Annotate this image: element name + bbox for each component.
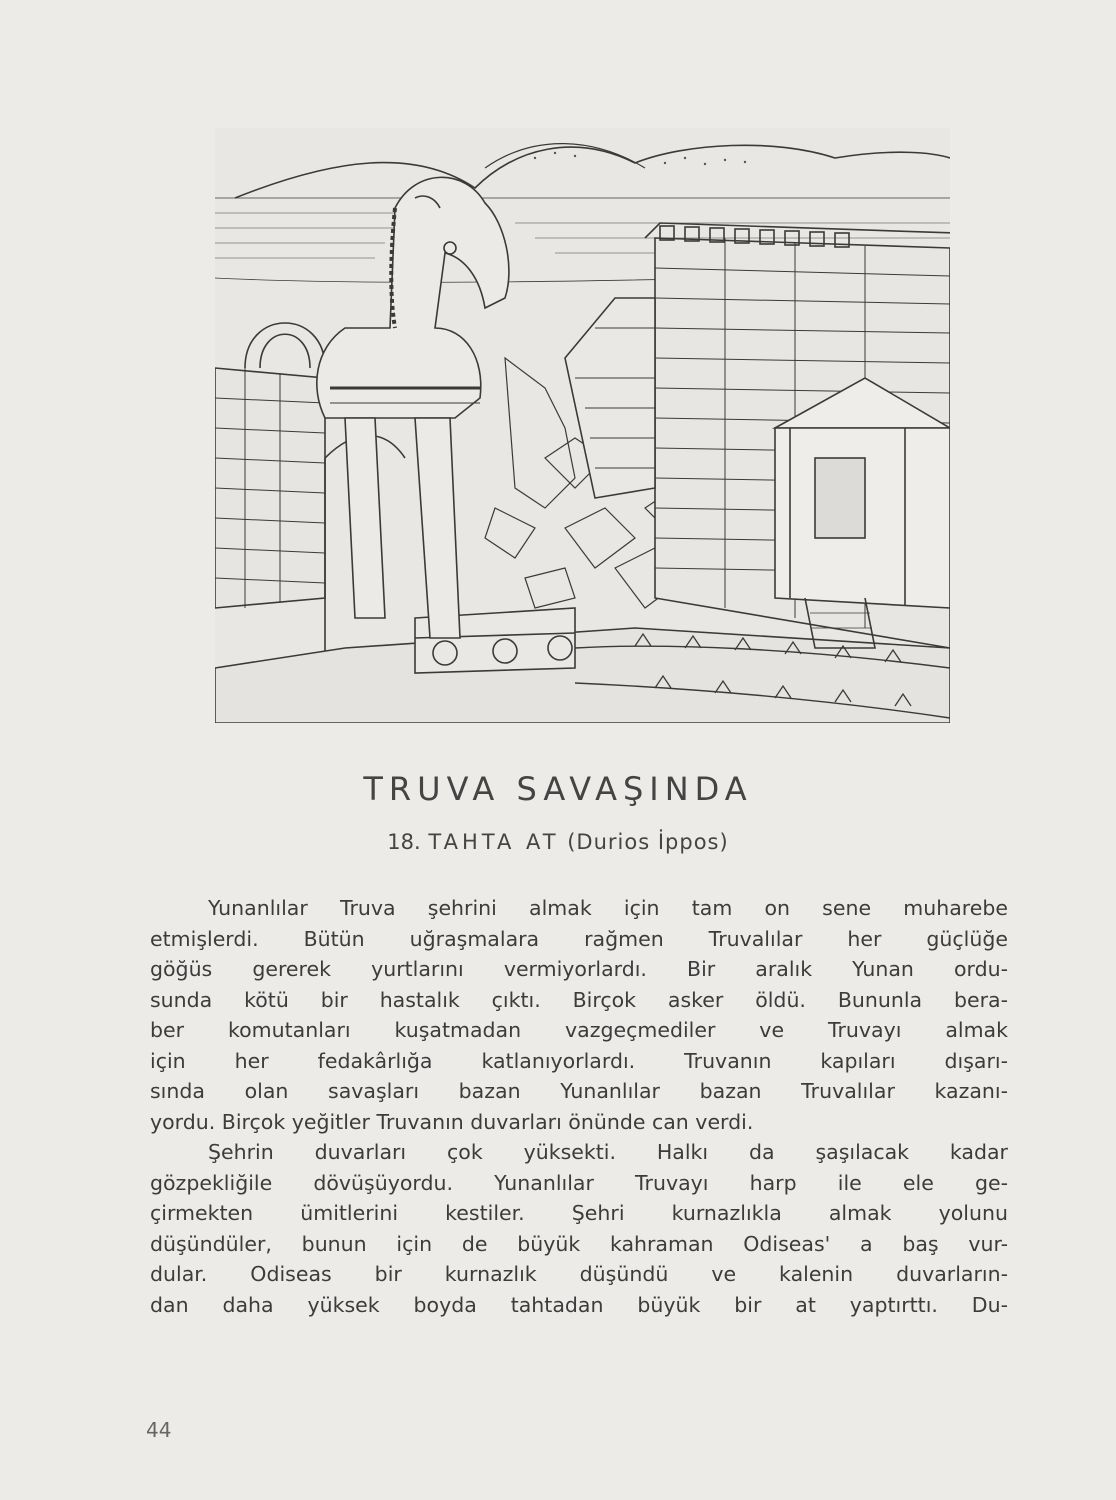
text-line: etmişlerdi. Bütün uğraşmalara rağmen Truvalılar her güçlüğe [150,926,1008,951]
paragraph-1 [150,893,1008,1137]
text-line: ber komutanları kuşatmadan vazgeçmediler ve Truvayı almak [150,1018,1008,1042]
text-line: dular. Odiseas bir kurnazlık düşündü ve kalenin duvarların- [150,1262,1008,1286]
text-line: dan daha yüksek boyda tahtadan büyük bir at yaptırttı. Du- [150,1292,1008,1317]
text-line: düşündüler, bunun için de büyük kahraman Odiseas' a baş vur- [150,1231,1008,1256]
text-line: Şehrin duvarları çok yüksekti. Halkı da şaşılacak kadar [208,1140,1008,1164]
trojan-horse-illustration [215,128,950,723]
text-line: çirmekten ümitlerini kestiler. Şehri kurnazlıkla almak yolunu [150,1201,1008,1225]
paragraph-2 [150,1137,1008,1320]
text-line: için her fedakârlığa katlanıyorlardı. Truvanın kapıları dışarı- [150,1048,1008,1073]
page-number: 44 [146,1418,172,1442]
text-line: göğüs gererek yurtlarını vermiyorlardı. Bir aralık Yunan ordu- [150,957,1008,981]
text-line: yordu. Birçok yeğitler Truvanın duvarları önünde can verdi. [150,1109,754,1134]
chapter-alt-name: (Durios İppos) [567,830,729,854]
chapter-subtitle [0,830,1116,854]
text-line: sında olan savaşları bazan Yunanlılar bazan Truvalılar kazanı- [150,1079,1008,1103]
chapter-name: TAHTA AT [428,830,560,854]
text-line: gözpekliğile dövüşüyordu. Yunanlılar Truvayı harp ile ele ge- [150,1170,1008,1195]
text-line: Yunanlılar Truva şehrini almak için tam on sene muharebe [208,896,1008,920]
text-line: sunda kötü bir hastalık çıktı. Birçok asker öldü. Bununla bera- [150,987,1008,1012]
body-text [150,893,1008,1320]
chapter-title: TRUVA SAVAŞINDA [363,770,753,808]
chapter-number: 18. [387,830,421,854]
